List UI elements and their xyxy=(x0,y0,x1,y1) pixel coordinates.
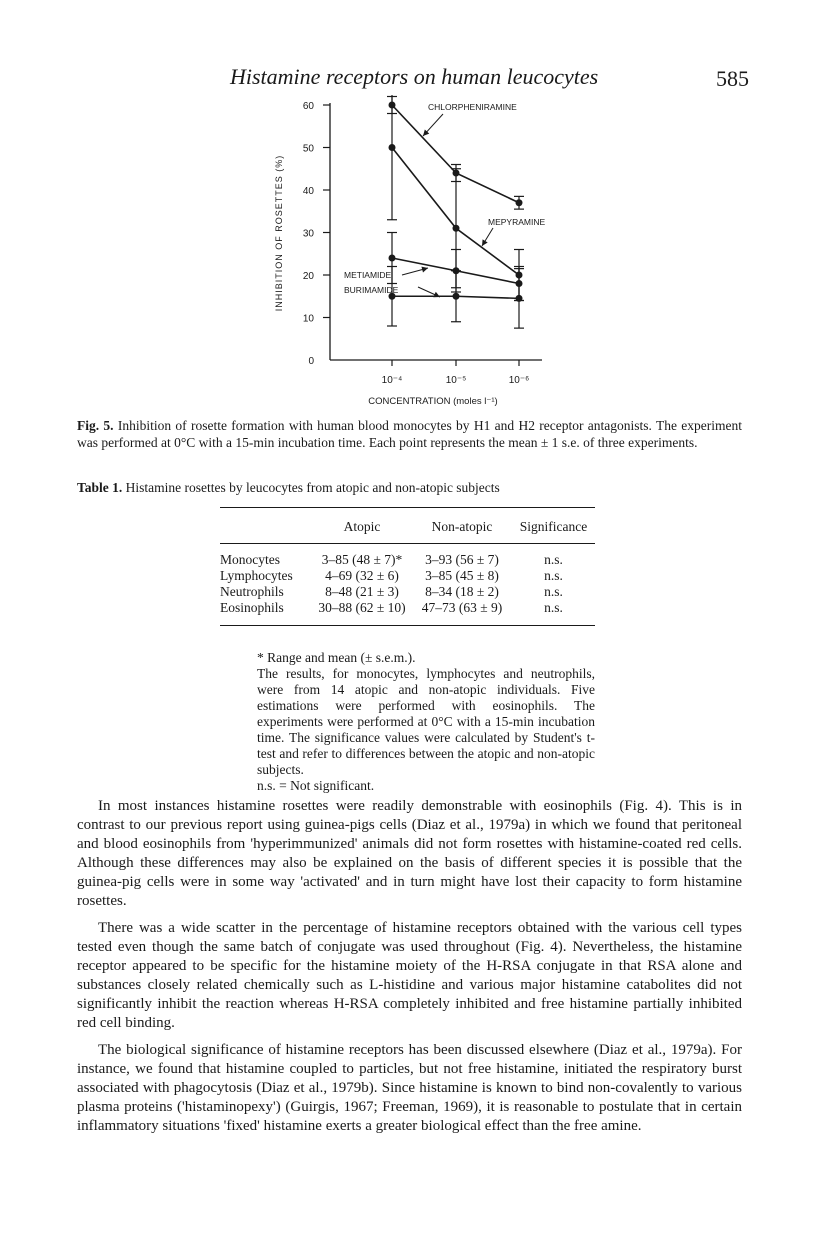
table-cell: 47–73 (63 ± 9) xyxy=(421,600,503,615)
table-cell: n.s. xyxy=(544,600,563,615)
figure-caption xyxy=(77,417,742,451)
series-label: METIAMIDE xyxy=(344,270,392,280)
footnote-ns: n.s. = Not significant. xyxy=(257,778,375,793)
footnote-results: The results, for monocytes, lymphocytes and neutrophils, were from 14 atopic and non-atopic individuals. Five estimations were performed with eosinophils. The experiments were performed at 0°C with a 15-min incubation time. The significance values were calculated by Student's t-test and refer to differences between the atopic and non-atopic subjects. xyxy=(257,666,595,777)
table-label: Table 1. xyxy=(77,480,123,495)
table-header-row xyxy=(220,508,595,544)
table-row xyxy=(220,568,595,584)
body-paragraph: In most instances histamine rosettes were readily demonstrable with eosinophils (Fig. 4). This is in contrast to our previous report using guinea-pigs cells (Diaz et al., 1979a) in which we found that peritoneal and blood eosinophils from 'hyperimmunized' animals did not form rosettes with histamine-coated red cells. Although these differences may also be explained on the basis of different species it is possible that the guinea-pig cells were in some way 'activated' and in turn might have lost their capacity to form histamine rosettes. xyxy=(77,798,742,909)
y-tick-label: 50 xyxy=(302,143,314,155)
y-axis-label: INHIBITION OF ROSETTES (%) xyxy=(274,154,284,312)
table-cell: 4–69 (32 ± 6) xyxy=(325,568,399,583)
footnote-range: * Range and mean (± s.e.m.). xyxy=(257,650,416,665)
table-row xyxy=(220,584,595,600)
data-point xyxy=(453,293,460,300)
table-header-cell xyxy=(220,508,312,544)
body-paragraph: There was a wide scatter in the percentage of histamine receptors obtained with the various cell types tested even though the same batch of conjugate was used throughout (Fig. 4). Nevertheless, the histamine receptor appeared to be specific for the histamine moiety of the H-RSA conjugate in that RSA alone and substances closely related chemically such as L-histidine and various major histamine catabolites did not significantly inhibit the reaction whereas H-RSA completely inhibited and free histamine partially inhibited red cell binding. xyxy=(77,920,742,1031)
running-title: Histamine receptors on human leucocytes xyxy=(230,64,599,89)
y-tick-label: 20 xyxy=(302,271,314,282)
table-cell: Neutrophils xyxy=(220,584,284,599)
series-label: MEPYRAMINE xyxy=(488,217,546,227)
x-tick-label: 10⁻⁵ xyxy=(445,375,467,386)
table-cell: 3–93 (56 ± 7) xyxy=(425,552,499,567)
series-label-arrowhead xyxy=(421,267,428,273)
data-point xyxy=(389,255,396,262)
table-cell: n.s. xyxy=(544,568,563,583)
table-title-text: Histamine rosettes by leucocytes from atopic and non-atopic subjects xyxy=(125,480,500,495)
x-axis-label: CONCENTRATION (moles l⁻¹) xyxy=(368,396,498,407)
table-cell: n.s. xyxy=(544,584,563,599)
table-cell: 30–88 (62 ± 10) xyxy=(318,600,406,615)
page-number: 585 xyxy=(716,66,749,91)
table-cell: n.s. xyxy=(544,552,563,567)
x-tick-label: 10⁻⁶ xyxy=(508,375,530,386)
figure-caption-label: Fig. 5. xyxy=(77,418,114,433)
x-tick-label: 10⁻⁴ xyxy=(381,375,403,386)
table-cell: 3–85 (45 ± 8) xyxy=(425,568,499,583)
series-label: CHLORPHENIRAMINE xyxy=(428,102,517,112)
series-label: BURIMAMIDE xyxy=(344,285,399,295)
body-text xyxy=(77,797,742,1144)
series-label-arrowhead xyxy=(482,239,488,246)
table-footnotes xyxy=(257,650,595,794)
table-header-cell: Significance xyxy=(519,519,588,534)
y-tick-label: 60 xyxy=(302,101,314,112)
table-1 xyxy=(220,507,595,626)
table-row xyxy=(220,600,595,626)
data-point xyxy=(453,225,460,232)
data-point xyxy=(516,295,523,302)
y-tick-label: 0 xyxy=(308,356,314,367)
table-header-cell: Atopic xyxy=(343,519,381,534)
figure-5-chart xyxy=(260,95,560,415)
table-cell: Monocytes xyxy=(220,552,280,567)
y-tick-label: 30 xyxy=(302,228,314,240)
table-cell: 3–85 (48 ± 7)* xyxy=(321,552,403,567)
table-row xyxy=(220,544,595,569)
data-point xyxy=(516,199,523,206)
y-tick-label: 40 xyxy=(302,186,314,197)
y-tick-label: 10 xyxy=(302,313,314,325)
table-cell: Eosinophils xyxy=(220,600,284,615)
table-cell: Lymphocytes xyxy=(220,568,293,583)
rosette-table xyxy=(220,508,595,626)
table-cell: 8–48 (21 ± 3) xyxy=(325,584,399,599)
body-paragraph: The biological significance of histamine receptors has been discussed elsewhere (Diaz et al., 1979a). For instance, we found that histamine coupled to particles, but not free histamine, initiated the respiratory burst associated with phagocytosis (Diaz et al., 1979b). Since histamine is known to bind non-covalently to various plasma proteins ('histaminopexy') (Guirgis, 1967; Freeman, 1969), it is reasonable to postulate that in certain inflammatory situations 'fixed' histamine exerts a greater biological effect than the free amine. xyxy=(77,1042,742,1134)
table-title xyxy=(77,480,500,496)
data-point xyxy=(389,144,396,151)
table-cell: 8–34 (18 ± 2) xyxy=(425,584,499,599)
figure-caption-text: Inhibition of rosette formation with human blood monocytes by H1 and H2 receptor antagonists. The experiment was performed at 0°C with a 15-min incubation time. Each point represents the mean ± 1 s.e. of three experiments. xyxy=(77,418,742,450)
table-header-cell: Non-atopic xyxy=(431,519,493,534)
